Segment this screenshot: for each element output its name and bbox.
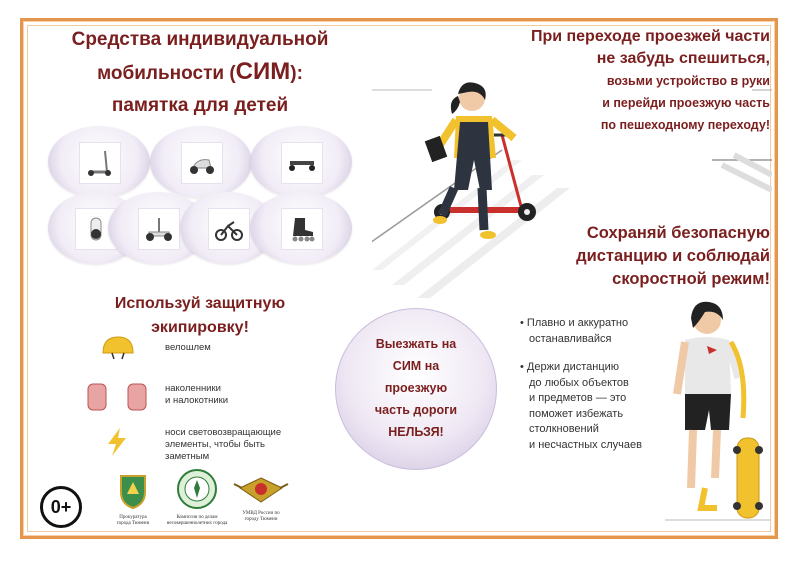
title-line-3: памятка для детей — [111, 95, 289, 116]
reflective-line-3: заметным — [165, 451, 210, 462]
commission-caption-2: несовершеннолетних города — [166, 521, 228, 526]
police-logo — [232, 474, 290, 523]
device-bubble-moped — [150, 126, 252, 198]
electric-skateboard-icon — [281, 142, 323, 184]
safety-title-line-1: Сохраняй безопасную — [586, 224, 770, 242]
bullet-2-line-4: поможет избежать — [529, 407, 624, 420]
device-bubble-scooter — [48, 126, 150, 198]
safety-title-line-3: скоростной режим! — [612, 270, 770, 288]
crossing-line-3: возьми устройство в руки — [606, 74, 770, 88]
commission-emblem-icon — [176, 468, 218, 510]
prosecutor-logo — [108, 470, 158, 527]
warning-line-5: НЕЛЬЗЯ! — [388, 425, 444, 439]
title-sim: СИМ — [235, 58, 291, 85]
commission-caption-1: Комиссия по делам — [176, 515, 218, 520]
gyroscooter-icon — [138, 208, 180, 250]
bullet-dot: • — [520, 361, 527, 373]
prosecutor-caption-2: города Тюмени — [116, 521, 150, 526]
crossing-line-2: не забудь спешиться, — [596, 50, 770, 67]
bullet-2 — [520, 360, 670, 453]
moped-icon — [181, 142, 223, 184]
warning-line-4: часть дороги — [374, 403, 458, 417]
warning-line-1: Выезжать на — [375, 337, 457, 351]
warning-circle — [335, 308, 497, 470]
pads-label-line-1: наколенники — [165, 383, 221, 394]
reflective-line-1: носи световозвращающие — [165, 427, 282, 438]
crossing-line-4: и перейди проезжую часть — [602, 96, 770, 110]
bullet-1-line-1: Плавно и аккуратно — [526, 317, 629, 329]
warning-text — [336, 333, 496, 443]
knee-pads-icon — [84, 380, 154, 414]
commission-logo — [166, 468, 228, 527]
scooter-icon — [79, 142, 121, 184]
age-rating-badge: 0+ — [40, 486, 82, 528]
title-line-1: Средства индивидуальной — [71, 29, 329, 50]
bullet-dot: • — [520, 317, 527, 329]
bullet-1-line-2: останавливайся — [529, 332, 612, 345]
bullet-2-line-1: Держи дистанцию — [526, 361, 620, 373]
equipment-title-line-2: экипировку! — [151, 319, 249, 336]
bullet-2-line-2: до любых объектов — [529, 376, 629, 389]
boy-figure — [665, 298, 770, 526]
warning-line-2: СИМ на — [392, 359, 440, 373]
safety-title — [440, 222, 770, 291]
reflective-line-2: элементы, чтобы быть — [165, 439, 265, 450]
safety-title-line-2: дистанцию и соблюдай — [576, 247, 770, 265]
roller-skate-icon — [281, 208, 323, 250]
police-caption-1: УМВД России по — [242, 511, 280, 516]
device-bubble-rollers — [250, 192, 352, 264]
device-bubble-skateboard — [250, 126, 352, 198]
helmet-icon — [100, 333, 136, 361]
safety-bullets — [520, 316, 670, 453]
poster-title — [30, 24, 370, 122]
lightning-icon — [104, 426, 130, 458]
bullet-1 — [520, 316, 670, 347]
warning-line-3: проезжую — [384, 381, 448, 395]
prosecutor-emblem-icon — [113, 470, 153, 510]
title-line-2-start: мобильности ( — [97, 63, 236, 84]
equipment-title-line-1: Используй защитную — [114, 295, 286, 312]
crossing-line-5: по пешеходному переходу! — [600, 118, 770, 132]
bullet-2-line-6: и несчастных случаев — [529, 438, 642, 451]
prosecutor-caption-1: Прокуратура — [119, 515, 147, 520]
title-line-2-end: ): — [290, 63, 303, 84]
helmet-label: велошлем — [165, 342, 211, 353]
police-caption-2: городу Тюмени — [244, 517, 278, 522]
electric-bike-icon — [208, 208, 250, 250]
title-line-2 — [30, 56, 370, 90]
police-emblem-icon — [232, 474, 290, 506]
crossing-line-1: При переходе проезжей части — [530, 28, 770, 45]
bullet-2-line-5: столкновений — [529, 423, 599, 435]
pads-label-line-2: и налокотники — [165, 395, 229, 406]
reflective-label — [165, 427, 281, 463]
pads-label — [165, 383, 228, 407]
bullet-2-line-3: и предметов — это — [529, 392, 627, 404]
